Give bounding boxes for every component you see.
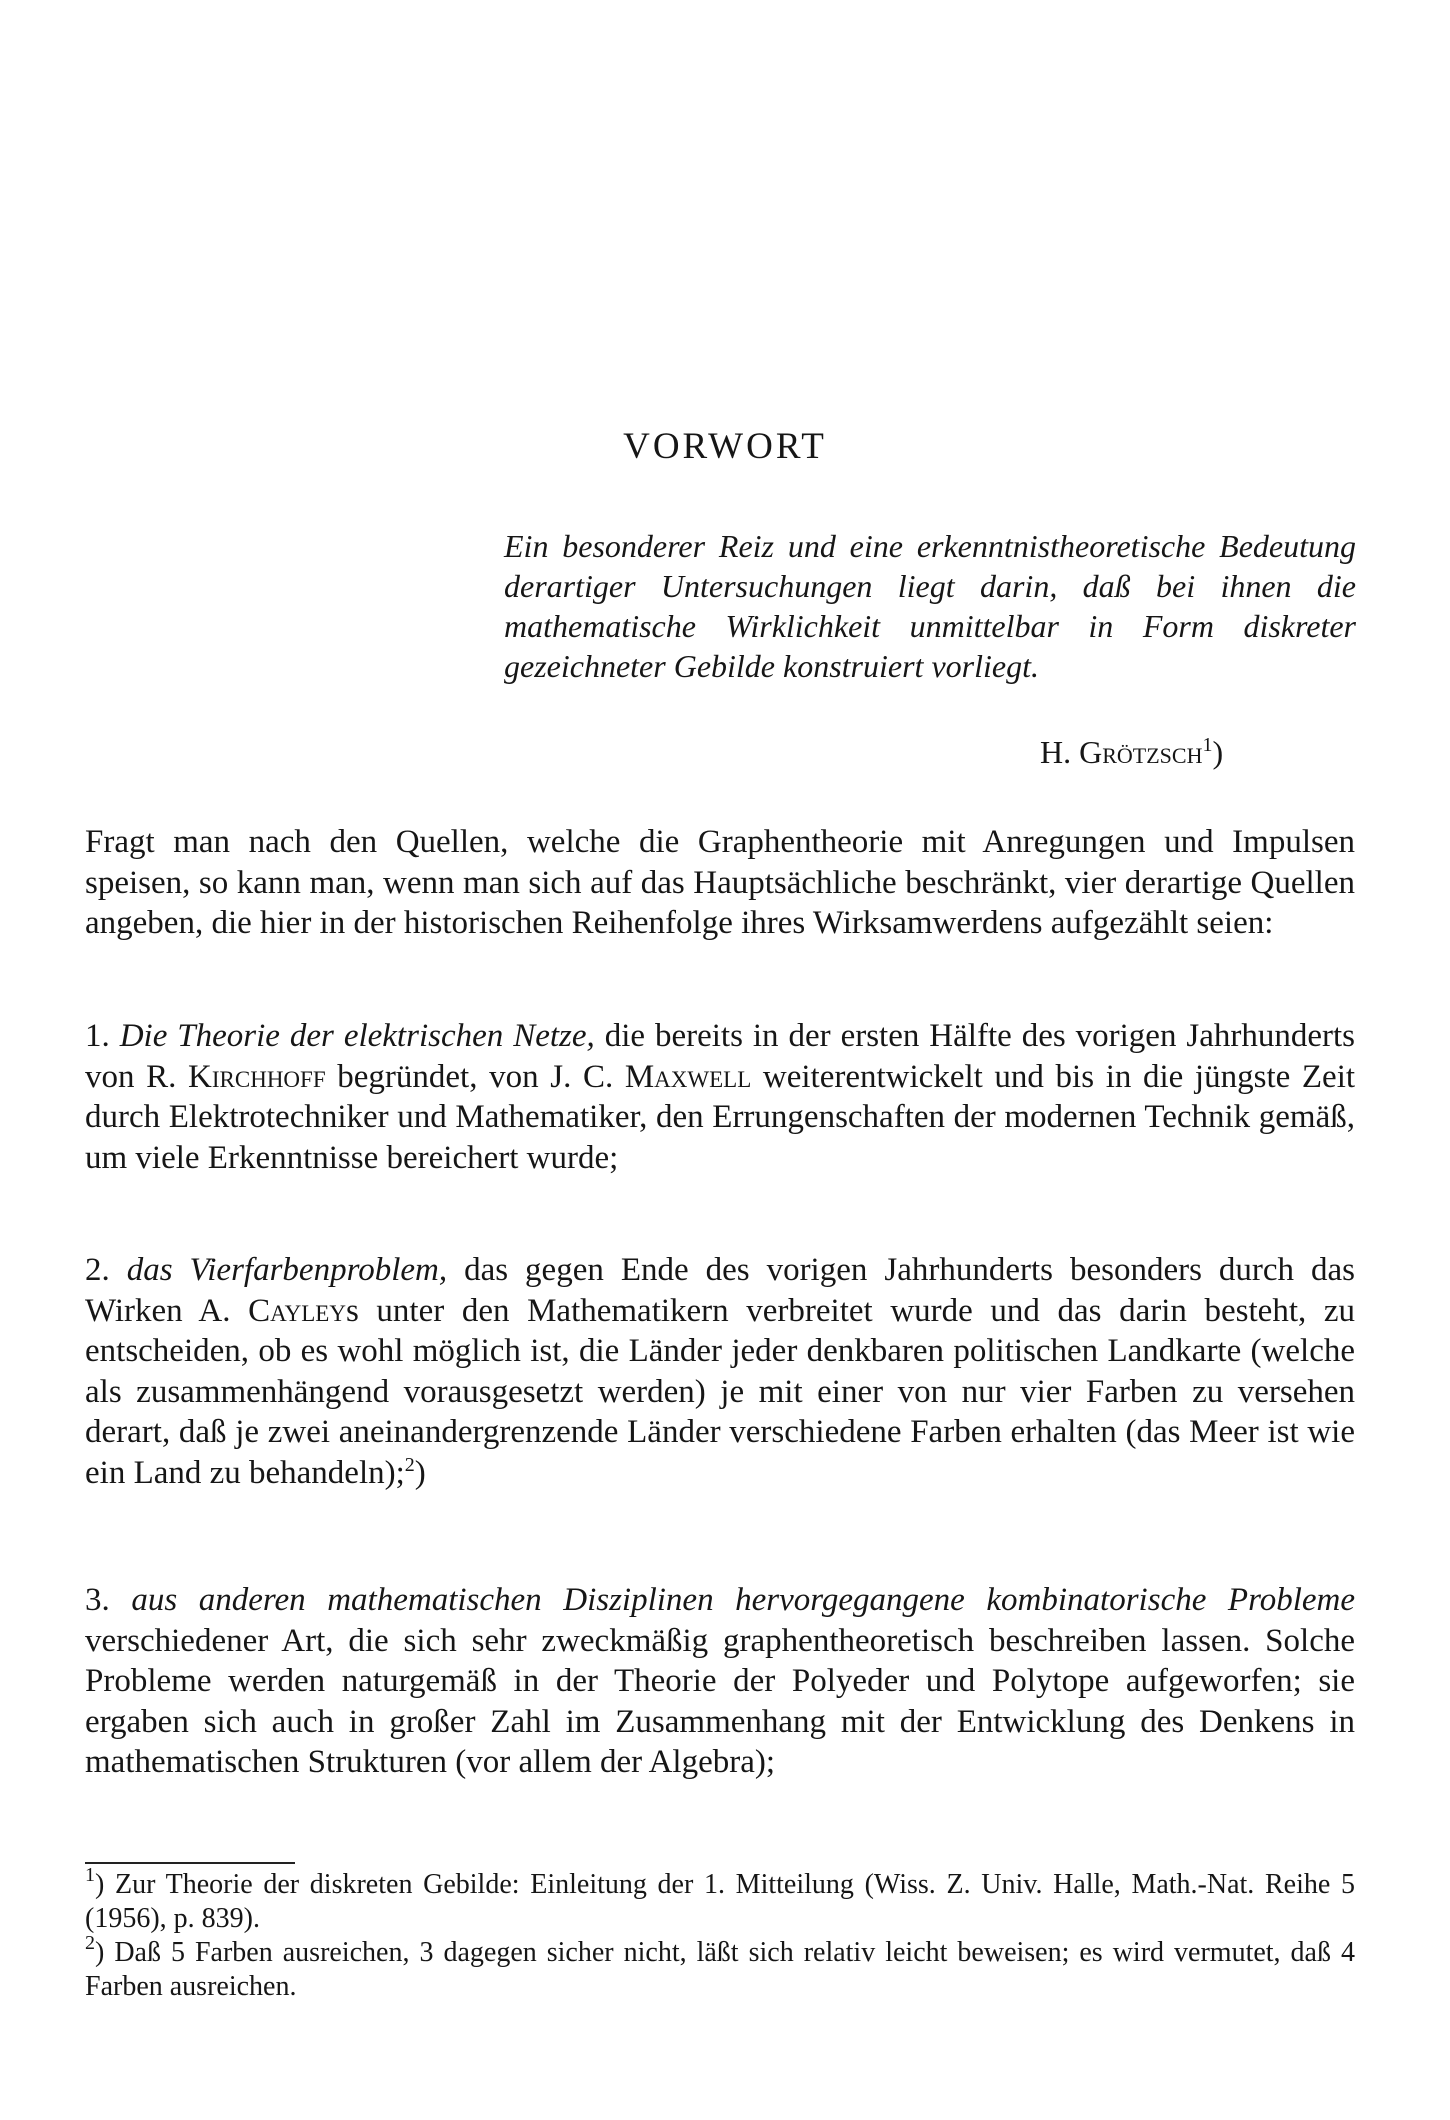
footnote-2-text: ) Daß 5 Farben ausreichen, 3 dagegen sicher nicht, läßt sich relativ leicht beweisen; es wird vermutet, daß 4 Farben ausreichen. — [85, 1937, 1355, 2002]
item-2-number: 2. — [85, 1252, 110, 1288]
item-3-text: verschiedener Art, die sich sehr zweckmäßig graphentheoretisch beschreiben lassen. Solche Probleme werden naturgemäß in der Theorie der Polyeder und Polytope aufgeworfen; sie ergaben sich auch in großer Zahl im Zusammenhang mit der Entwicklung des Denkens in mathematischen Strukturen (vor allem der Algebra); — [85, 1622, 1355, 1780]
intro-paragraph: Fragt man nach den Quellen, welche die Graphentheorie mit Anregungen und Impulsen speisen, so kann man, wenn man sich auf das Hauptsächliche beschränkt, vier derartige Quellen angeben, die hier in der historischen Reihenfolge ihres Wirksamwerdens aufgezählt seien: — [85, 824, 1355, 941]
epigraph-quote: Ein besonderer Reiz und eine erkenntnistheoretische Bedeutung derartiger Untersuchungen liegt darin, daß bei ihnen die mathematische Wirklichkeit unmittelbar in Form diskreter gezeichneter Gebilde konstruiert vorliegt. — [504, 528, 1356, 684]
list-item-3 — [85, 1580, 1355, 1783]
footnote-divider — [85, 1862, 295, 1864]
item-3-number: 3. — [85, 1582, 110, 1618]
item-1-number: 1. — [85, 1018, 110, 1054]
item-2-text-a: das gegen Ende des vorigen Jahrhunderts besonders durch das Wirken A. — [85, 1252, 1355, 1329]
footnote-ref-1: 1 — [1202, 734, 1213, 756]
list-item-2 — [85, 1250, 1355, 1493]
author-closing: ) — [1212, 734, 1224, 770]
item-2-title: das Vierfarbenproblem, — [126, 1252, 448, 1288]
item-2-name-cayley: Cayley — [248, 1292, 346, 1329]
footnote-ref-2: 2 — [404, 1453, 415, 1476]
footnote-1-marker: 1 — [85, 1864, 95, 1886]
epigraph-author — [1040, 732, 1223, 772]
item-1-text-b: begründet, von J. C. — [337, 1058, 614, 1095]
item-1-name-kirchhoff: Kirchhoff — [188, 1058, 326, 1095]
footnote-2-marker: 2 — [85, 1932, 95, 1954]
footnote-2 — [85, 1932, 1355, 2004]
author-initial: H. — [1040, 734, 1072, 770]
author-name: Grötzsch — [1079, 734, 1203, 770]
page-title: VORWORT — [623, 426, 827, 467]
item-1-text-a: die bereits in der ersten Hälfte des vorigen Jahrhunderts von R. — [85, 1018, 1356, 1095]
item-2-text-b: unter den Mathematikern verbreitet wurde und das darin besteht, zu entscheiden, ob es wohl möglich ist, die Länder jeder denkbaren politischen Landkarte (welche als zusammenhängend vorausgesetzt werden) je mit einer von nur vier Farben zu versehen derart, daß je zwei aneinandergrenzende Länder verschiedene Farben erhalten (das Meer ist wie ein Land zu behandeln); — [85, 1292, 1355, 1491]
item-1-title: Die Theorie der elektrischen Netze, — [119, 1018, 595, 1054]
item-3-title: aus anderen mathematischen Disziplinen hervorgegangene kombinatorische Probleme — [131, 1582, 1355, 1618]
footnote-1 — [85, 1864, 1355, 1936]
item-2-closing: ) — [414, 1454, 426, 1491]
footnote-1-text: ) Zur Theorie der diskreten Gebilde: Einleitung der 1. Mitteilung (Wiss. Z. Univ. Halle, Math.-Nat. Reihe 5 (1956), p. 839). — [85, 1869, 1355, 1934]
footnotes — [85, 1864, 1355, 2004]
list-item-1 — [85, 1016, 1355, 1178]
item-1-name-maxwell: Maxwell — [624, 1058, 752, 1095]
item-1-text-c: weiterentwickelt und bis in die jüngste Zeit durch Elektrotechniker und Mathematiker, den Errungenschaften der modernen Technik gemäß, um viele Erkenntnisse bereichert wurde; — [85, 1058, 1356, 1176]
item-2-name-suffix: s — [345, 1292, 359, 1329]
